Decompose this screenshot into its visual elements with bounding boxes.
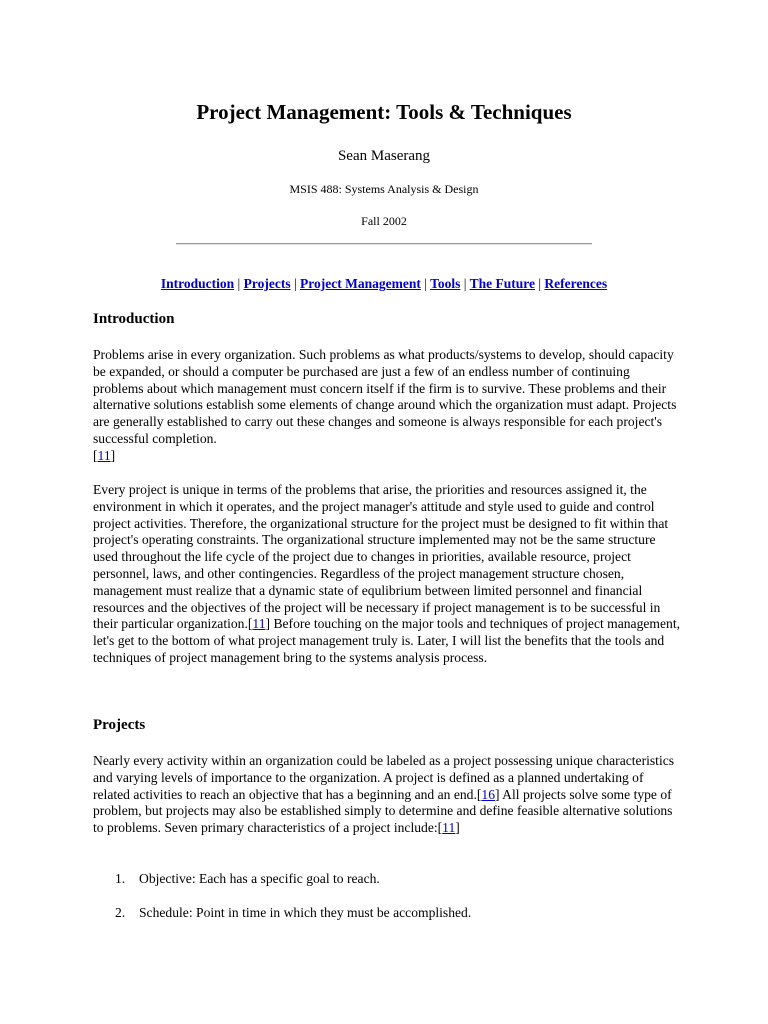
- ref-bracket: [: [93, 447, 98, 463]
- ref-bracket: ]: [265, 616, 271, 632]
- paragraph-text: Nearly every activity within an organization could be labeled as a project possessing unique characteristics and varying levels of importance to the organization. A project is defined as a planned undertaking of related activities to reach an objective that has a beginning and an end.: [93, 753, 675, 802]
- reference-link-11[interactable]: 11: [97, 447, 111, 463]
- author-name: Sean Maserang: [337, 148, 431, 164]
- nav-separator: |: [463, 276, 467, 291]
- section-nav: [0, 276, 768, 292]
- section-heading-introduction: Introduction: [93, 311, 175, 327]
- paragraph-text: Problems arise in every organization. Such problems as what products/systems to develop, should capacity be expanded, or should a computer be purchased are just a few of an endless number of continuing problems about which management must concern itself if the firm is to survive. These problems and their alternative solutions establish some elements of change around which the organization must adapt. Projects are generally established to carry out these changes and someone is always responsible for each project's successful completion.: [93, 347, 677, 446]
- ref-bracket: [: [247, 616, 253, 632]
- nav-link-tools[interactable]: Tools: [430, 276, 461, 291]
- list-item-number: 2.: [115, 904, 126, 920]
- ref-bracket: [: [437, 820, 443, 836]
- nav-link-references[interactable]: References: [544, 276, 608, 291]
- page-title: Project Management: Tools & Techniques: [196, 100, 572, 124]
- ref-bracket: ]: [110, 447, 116, 463]
- nav-link-projects[interactable]: Projects: [243, 276, 291, 291]
- reference-link-16[interactable]: 16: [481, 786, 495, 802]
- nav-separator: |: [424, 276, 427, 291]
- nav-link-introduction[interactable]: Introduction: [160, 276, 235, 291]
- list-item-text: Objective: Each has a specific goal to reach.: [139, 871, 380, 886]
- list-item-number: 1.: [115, 871, 126, 886]
- list-item: [93, 905, 683, 922]
- nav-separator: |: [293, 276, 297, 291]
- nav-separator: |: [237, 276, 241, 291]
- nav-link-project-management[interactable]: Project Management: [300, 276, 421, 291]
- paragraph-text: All projects solve some type of problem, but projects may also be established simply to determine and define feasible alternative solutions to problems. Seven primary characteristics of a project include:: [93, 786, 673, 836]
- term-date: Fall 2002: [361, 214, 407, 228]
- list-item-text: Schedule: Point in time in which they must be accomplished.: [139, 904, 472, 920]
- section-heading-projects: Projects: [93, 717, 146, 733]
- ref-bracket: [: [476, 786, 482, 802]
- list-item: [93, 871, 683, 888]
- intro-paragraph-2: [93, 482, 683, 667]
- nav-separator: |: [538, 276, 542, 291]
- reference-link-11[interactable]: 11: [442, 820, 456, 836]
- reference-link-11[interactable]: 11: [252, 616, 266, 632]
- intro-paragraph-1: [93, 347, 683, 465]
- nav-link-the-future[interactable]: The Future: [469, 276, 535, 291]
- characteristics-list: [93, 871, 683, 939]
- ref-bracket: ]: [455, 820, 460, 836]
- paragraph-text: Every project is unique in terms of the problems that arise, the priorities and resources assigned it, the environment in which it operates, and the project manager's attitude and style used to guide and control project activities. Therefore, the organizational structure for the project must be designed to fit within that project's operating constraints. The organizational structure implemented may not be the same structure used throughout the life cycle of the project due to changes in priorities, available resource, project personnel, laws, and other contingencies. Regardless of the project management structure chosen, management must realize that a dynamic state of equlibrium between limited personnel and financial resources and the objectives of the project will be necessary if project management is to be successful in their particular organization.: [93, 482, 669, 632]
- projects-paragraph-1: [93, 753, 683, 837]
- paragraph-text: Before touching on the major tools and techniques of project management, let's get to the bottom of what project management truly is. Later, I will list the benefits that the tools and techniques of project management bring to the systems analysis process.: [93, 616, 681, 665]
- horizontal-rule: [176, 243, 592, 245]
- course-name: MSIS 488: Systems Analysis & Design: [289, 182, 479, 196]
- ref-bracket: ]: [495, 786, 500, 802]
